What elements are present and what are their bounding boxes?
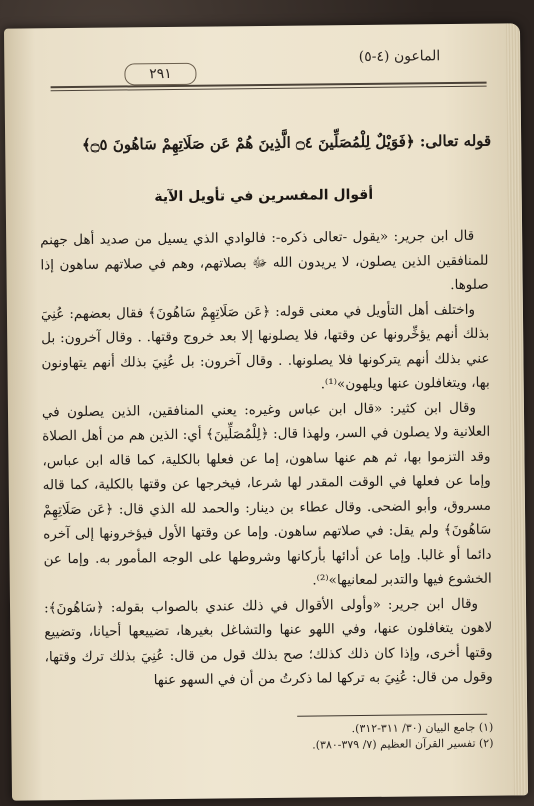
page-number: ٢٩١ xyxy=(124,63,196,86)
footnote-rule xyxy=(297,714,487,717)
footnote-2: (٢) تفسير القرآن العظيم (٧/ ٣٧٩-٣٨٠). xyxy=(312,736,494,752)
footnotes xyxy=(193,720,493,755)
verse-line: قوله تعالى: ﴿فَوَيْلٌ لِلْمُصَلِّينَ ۝٤ الَّذِينَ هُمْ عَن صَلَاتِهِمْ سَاهُونَ ۝٥﴾ xyxy=(81,131,492,154)
paragraph-ibn-jarir-1: قال ابن جرير: «يقول -تعالى ذكره-: فالوادي الذي يسيل من صديد أهل جهنم للمنافقين الذين يصلون، لا يريدون الله ﷻ بصلاتهم، وهم في صلاتهم ساهون إذا صلوها. xyxy=(40,227,489,294)
section-heading: أقوال المفسرين في تأويل الآية xyxy=(154,186,374,206)
paragraph-ibn-jarir-2: وقال ابن جرير: «وأولى الأقوال في ذلك عندي بالصواب بقوله: ﴿سَاهُونَ﴾: لاهون يتغافلون عنها، وفي اللهو عنها والتشاغل بغيرها، تضييعها أحيانا، وتضييع وقتها أخرى، وإذا كان ذلك كذلك؛ صح بذلك قول من قال: عُنِيَ بذلك ترك وقتها، وقول من قال: عُنِيَ به تركها لما ذكرتُ من أن في السهو عنها xyxy=(43,595,493,689)
body-text xyxy=(40,224,493,694)
paragraph-ibn-kathir: وقال ابن كثير: «قال ابن عباس وغيره: يعني المنافقين، الذين يصلون في العلانية ولا يصلون في السر، ولهذا قال: ﴿لِلْمُصَلِّينَ﴾ أي: الذين هم من أهل الصلاة وقد التزموا بها، ثم هم عنها ساهون، إما عن فعلها بالكلية، كما قاله ابن عباس، وإما عن فعلها في الوقت المقدر لها شرعا، فيخرجها عن وقتها بالكلية، كما قاله مسروق، وأبو الضحى. وقال عطاء بن دينار: والحمد لله الذي قال: ﴿عَن صَلَاتِهِمْ سَاهُونَ﴾ ولم يقل: في صلاتهم ساهون. وإما عن وقتها الأول فيؤخرونها إلى آخره دائما أو غالبا. وإما عن أدائها بأركانها وشروطها على الوجه المأمور به. وإما عن الخشوع فيها والتدبر لمعانيها»⁽²⁾. xyxy=(41,399,492,589)
book-page xyxy=(4,23,528,800)
paragraph-interpretations: واختلف أهل التأويل في معنى قوله: ﴿عَن صَلَاتِهِمْ سَاهُونَ﴾ فقال بعضهم: عُنِيَ بذلك أنهم يؤخِّرونها عن وقتها، فلا يصلونها إلا بعد خروج وقتها. . وقال آخرون: بل عني بذلك أنهم يتركونها فلا يصلونها. . وقال آخرون: بل عُنِيَ بذلك أنهم يتهاونون بها، ويتغافلون عنها ويلهون»⁽¹⁾. xyxy=(40,301,490,393)
footnote-1: (١) جامع البيان (٣٠/ ٣١١-٣١٢). xyxy=(351,720,494,736)
page-header xyxy=(38,48,486,93)
surah-title: الماعون (٤-٥) xyxy=(358,48,441,66)
